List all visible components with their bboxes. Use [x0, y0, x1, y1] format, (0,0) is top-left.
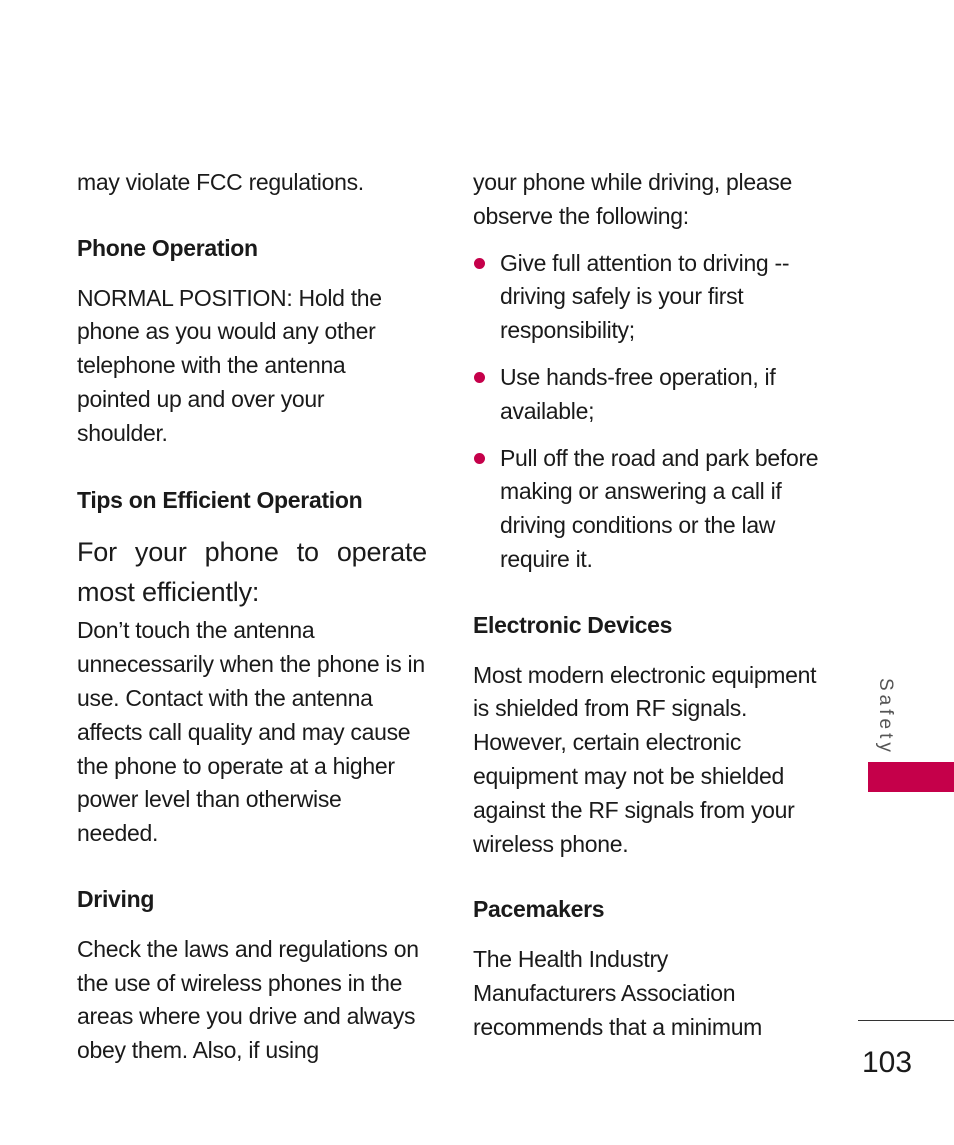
- bullet-text: Use hands-free operation, if available;: [500, 363, 776, 424]
- left-column: [77, 166, 427, 1068]
- list-item: [473, 247, 823, 348]
- driving-heading: Driving: [77, 885, 155, 912]
- tips-lead: For your phone to operate most efficiently:: [77, 537, 427, 608]
- driving-continued: your phone while driving, please observe the following:: [473, 169, 792, 229]
- bullet-dot-icon: [474, 258, 485, 269]
- list-item: [473, 361, 823, 429]
- bullet-dot-icon: [474, 372, 485, 383]
- phone-operation-body: NORMAL POSITION: Hold the phone as you would any other telephone with the antenna pointed up and over your shoulder.: [77, 284, 382, 446]
- page-number: 103: [862, 1046, 913, 1079]
- bullet-text: Pull off the road and park before making or answering a call if driving conditions or the law require it.: [500, 444, 819, 572]
- list-item: [473, 442, 823, 577]
- section-tab-marker: [868, 762, 954, 792]
- electronic-devices-body: Most modern electronic equipment is shielded from RF signals. However, certain electronic equipment may not be shielded against the RF signals from your wireless phone.: [473, 661, 817, 857]
- electronic-devices-heading: Electronic Devices: [473, 611, 673, 638]
- bullet-dot-icon: [474, 453, 485, 464]
- section-tab-label: Safety: [875, 678, 896, 756]
- bullet-text: Give full attention to driving -- driving safely is your first responsibility;: [500, 249, 790, 344]
- pacemakers-body: The Health Industry Manufacturers Association recommends that a minimum: [473, 946, 763, 1040]
- phone-operation-heading: Phone Operation: [77, 234, 258, 261]
- intro-line: may violate FCC regulations.: [77, 169, 364, 195]
- page-number-divider: [858, 1020, 954, 1021]
- driving-body: Check the laws and regulations on the use of wireless phones in the areas where you drive and always obey them. Also, if using: [77, 935, 419, 1064]
- tips-heading: Tips on Efficient Operation: [77, 486, 363, 513]
- tips-body: Don’t touch the antenna unnecessarily when the phone is in use. Contact with the antenna affects call quality and may cause the phone to operate at a higher power level than otherwise needed.: [77, 617, 425, 847]
- driving-bullet-list: [473, 247, 823, 577]
- right-column: [473, 166, 823, 1045]
- pacemakers-heading: Pacemakers: [473, 896, 605, 923]
